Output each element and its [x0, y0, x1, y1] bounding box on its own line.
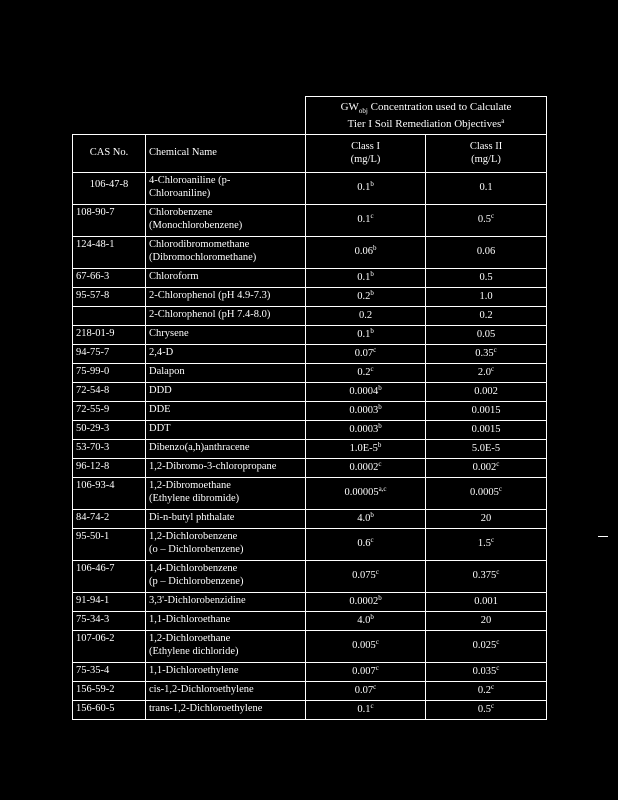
class1-value-cell: [306, 510, 426, 529]
table-row: [73, 663, 547, 682]
class2-value-cell: [426, 529, 547, 561]
class2-value-cell: [426, 421, 547, 440]
footnote-marker: c: [373, 682, 377, 691]
chemical-name-cell: [146, 612, 306, 631]
class1-value-cell: [306, 237, 426, 269]
class1-value-cell: [306, 364, 426, 383]
class2-value: 20: [480, 614, 492, 626]
class2-value: 0.05: [476, 328, 496, 340]
class1-value-cell: [306, 612, 426, 631]
header-blank: [73, 97, 306, 135]
footnote-marker: c: [370, 364, 374, 373]
cas-cell: 106-46-7: [73, 561, 146, 593]
gw-concentration-header: [306, 97, 547, 135]
footnote-marker: c: [375, 638, 379, 647]
class1-value: 0.07: [354, 347, 374, 359]
cas-cell: 75-99-0: [73, 364, 146, 383]
class2-value: 0.2: [479, 309, 493, 321]
footnote-marker: b: [377, 440, 382, 449]
class1-value-cell: [306, 173, 426, 205]
class1-header: [306, 135, 426, 173]
chemical-name-cell: [146, 459, 306, 478]
cas-no-header: CAS No.: [73, 135, 146, 173]
class1-value-cell: [306, 345, 426, 364]
chemical-name: Chloroform: [149, 271, 199, 283]
class2-value: 5.0E-5: [471, 442, 501, 454]
class2-value-cell: [426, 173, 547, 205]
table-row: [73, 529, 547, 561]
class2-value-cell: [426, 205, 547, 237]
chemical-name-cell: [146, 510, 306, 529]
footnote-marker: c: [370, 212, 374, 221]
class2-value-cell: [426, 307, 547, 326]
class2-value: 0.5: [477, 214, 492, 226]
class1-value: 0.075: [352, 570, 376, 582]
footnote-marker: b: [370, 326, 374, 335]
footnote-marker: b: [370, 180, 374, 189]
chemical-name: 1,2-Dibromoethane: [149, 480, 231, 492]
chemical-name-cell: [146, 307, 306, 326]
class1-value: 0.1: [357, 214, 371, 226]
chemical-name: Dibenzo(a,h)anthracene: [149, 442, 250, 454]
class1-value: 1.0E-5: [349, 442, 378, 454]
chemical-synonym: (p – Dichlorobenzene): [149, 575, 244, 587]
table-row: [73, 682, 547, 701]
class2-value: 0.375: [472, 570, 497, 582]
class2-value-cell: [426, 383, 547, 402]
class1-value-cell: [306, 459, 426, 478]
footnote-marker: c: [496, 663, 500, 672]
chemical-name: Dalapon: [149, 366, 185, 378]
chemical-name-cell: [146, 529, 306, 561]
class1-value-cell: [306, 402, 426, 421]
class1-value-cell: [306, 307, 426, 326]
class2-value: 0.0005: [470, 487, 499, 499]
chemical-synonym: (Monochlorobenzene): [149, 219, 243, 231]
class1-value: 0.0004: [349, 385, 379, 397]
class2-value-cell: [426, 593, 547, 612]
class2-value-cell: [426, 288, 547, 307]
chemical-name-cell: [146, 682, 306, 701]
class1-value-cell: [306, 288, 426, 307]
cas-cell: 72-55-9: [73, 402, 146, 421]
class1-value: 0.1: [357, 271, 371, 283]
class1-value: 0.0002: [349, 595, 379, 607]
cas-cell: 75-34-3: [73, 612, 146, 631]
class1-value-cell: [306, 663, 426, 682]
class2-value-cell: [426, 682, 547, 701]
table-row: [73, 561, 547, 593]
table-row: [73, 631, 547, 663]
table-row: [73, 237, 547, 269]
chemical-name: cis-1,2-Dichloroethylene: [149, 684, 254, 696]
chemical-synonym: (Dibromochloromethane): [149, 251, 257, 263]
footnote-marker: b: [370, 269, 374, 278]
class2-value: 0.35: [475, 347, 494, 359]
class2-value: 0.0015: [471, 404, 501, 416]
class2-value: 0.035: [472, 665, 497, 677]
class1-value-cell: [306, 631, 426, 663]
chemical-name-cell: [146, 383, 306, 402]
chemical-name: Di-n-butyl phthalate: [149, 512, 235, 524]
table-row: [73, 269, 547, 288]
footnote-marker: c: [491, 682, 495, 691]
chemical-name-cell: [146, 663, 306, 682]
class1-value-cell: [306, 682, 426, 701]
footnote-marker: c: [370, 701, 374, 710]
cas-cell: 95-50-1: [73, 529, 146, 561]
footnote-marker: b: [378, 402, 382, 411]
chemical-name-cell: [146, 402, 306, 421]
table-row: [73, 205, 547, 237]
table-row: [73, 345, 547, 364]
chemical-name: Chlorodibromomethane: [149, 239, 250, 251]
class1-value: 0.0003: [349, 404, 379, 416]
class2-value: 0.06: [476, 246, 496, 258]
table-row: [73, 307, 547, 326]
class1-value-cell: [306, 529, 426, 561]
class1-value: 0.0002: [349, 461, 379, 473]
chemical-name-cell: [146, 269, 306, 288]
class1-value-cell: [306, 440, 426, 459]
class1-value: 0.06: [354, 246, 373, 258]
cas-cell: 106-93-4: [73, 478, 146, 510]
class2-value-cell: [426, 345, 547, 364]
chemical-name: 3,3'-Dichlorobenzidine: [149, 595, 246, 607]
class1-value-cell: [306, 421, 426, 440]
table-row: [73, 612, 547, 631]
cas-cell: 106-47-8: [73, 173, 146, 205]
class2-value: 2.0: [477, 366, 492, 378]
cas-cell: 107-06-2: [73, 631, 146, 663]
chemical-name: DDE: [149, 404, 171, 416]
class2-value-cell: [426, 612, 547, 631]
footnote-marker: c: [496, 638, 500, 647]
table-row: [73, 478, 547, 510]
chemical-name: 1,2-Dichlorobenzene: [149, 531, 238, 543]
chemical-name-cell: [146, 288, 306, 307]
class2-value: 0.002: [474, 385, 498, 397]
chemical-synonym: (Ethylene dibromide): [149, 492, 240, 504]
cas-cell: 75-35-4: [73, 663, 146, 682]
cas-cell: 218-01-9: [73, 326, 146, 345]
class2-value: 0.5: [477, 703, 492, 715]
footnote-marker: b: [378, 383, 382, 392]
class2-value-cell: [426, 510, 547, 529]
cas-cell: 67-66-3: [73, 269, 146, 288]
footnote-marker: b: [370, 510, 374, 519]
footnote-marker: c: [496, 568, 500, 577]
class2-value: 0.1: [479, 182, 493, 194]
cas-cell: 95-57-8: [73, 288, 146, 307]
gw-footnote: a: [501, 116, 505, 125]
gw-label: GW: [340, 101, 359, 113]
table-row: [73, 364, 547, 383]
class1-value: 0.1: [357, 703, 371, 715]
class1-value-cell: [306, 383, 426, 402]
footnote-marker: a,c: [378, 485, 387, 494]
class1-label: Class I: [351, 141, 380, 153]
table-row: [73, 510, 547, 529]
class2-value-cell: [426, 269, 547, 288]
footnote-marker: c: [370, 536, 374, 545]
footnote-marker: c: [491, 536, 495, 545]
table-row: [73, 440, 547, 459]
chemical-name: 1,4-Dichlorobenzene: [149, 563, 238, 575]
class1-value: 0.00005: [344, 487, 379, 499]
chemical-name-cell: [146, 593, 306, 612]
class2-value-cell: [426, 237, 547, 269]
class2-value-cell: [426, 663, 547, 682]
chemical-name-cell: [146, 631, 306, 663]
class1-value-cell: [306, 478, 426, 510]
cas-cell: 84-74-2: [73, 510, 146, 529]
footnote-marker: c: [496, 459, 500, 468]
cas-cell: 72-54-8: [73, 383, 146, 402]
chemical-name-cell: [146, 205, 306, 237]
class2-value: 0.5: [479, 271, 493, 283]
class1-value-cell: [306, 326, 426, 345]
class1-value: 0.2: [357, 366, 371, 378]
chemical-name-cell: [146, 561, 306, 593]
footnote-marker: c: [375, 663, 379, 672]
chemical-name: DDD: [149, 385, 172, 397]
class1-value: 0.1: [357, 328, 371, 340]
chemical-name-cell: [146, 326, 306, 345]
class2-value-cell: [426, 631, 547, 663]
chemical-name: DDT: [149, 423, 171, 435]
class2-value: 0.2: [477, 684, 492, 696]
class2-value-cell: [426, 561, 547, 593]
chemical-name: 2,4-D: [149, 347, 174, 359]
chemical-synonym: (Ethylene dichloride): [149, 645, 239, 657]
chemical-name: 2-Chlorophenol (pH 4.9-7.3): [149, 290, 271, 302]
class1-value: 0.005: [352, 640, 376, 652]
chemical-name-cell: [146, 421, 306, 440]
gw-line1: Concentration used to Calculate: [367, 101, 512, 113]
class1-value-cell: [306, 593, 426, 612]
footnote-marker: b: [372, 244, 377, 253]
chemical-name: 1,1-Dichloroethane: [149, 614, 231, 626]
footnote-marker: c: [375, 568, 379, 577]
cas-cell: 96-12-8: [73, 459, 146, 478]
footnote-marker: b: [378, 593, 382, 602]
footnote-marker: b: [370, 612, 374, 621]
class1-value: 4.0: [357, 512, 371, 524]
cas-cell: 156-59-2: [73, 682, 146, 701]
class1-value: 0.2: [357, 290, 371, 302]
class1-value-cell: [306, 561, 426, 593]
cas-cell: 91-94-1: [73, 593, 146, 612]
chemical-name: 2-Chlorophenol (pH 7.4-8.0): [149, 309, 271, 321]
chemical-name-cell: [146, 701, 306, 720]
chemical-name-cell: [146, 440, 306, 459]
footnote-marker: c: [491, 212, 495, 221]
class2-value-cell: [426, 364, 547, 383]
chemical-name: Chrysene: [149, 328, 189, 340]
class1-unit: (mg/L): [350, 153, 381, 165]
class1-value: 0.07: [354, 684, 374, 696]
table-row: [73, 701, 547, 720]
class2-value-cell: [426, 701, 547, 720]
class2-header: [426, 135, 547, 173]
table-row: [73, 173, 547, 205]
class2-value-cell: [426, 478, 547, 510]
class1-value-cell: [306, 701, 426, 720]
class1-value: 0.007: [352, 665, 376, 677]
class2-value: 1.0: [479, 290, 493, 302]
class1-value: 0.2: [358, 309, 373, 321]
table-row: [73, 326, 547, 345]
class1-value: 4.0: [357, 614, 371, 626]
class2-value: 1.5: [477, 538, 492, 550]
cas-cell: 124-48-1: [73, 237, 146, 269]
table-row: [73, 421, 547, 440]
class2-label: Class II: [469, 141, 503, 153]
cas-cell: 53-70-3: [73, 440, 146, 459]
chemical-name-cell: [146, 237, 306, 269]
table-row: [73, 383, 547, 402]
class2-value: 20: [480, 512, 492, 524]
chemical-synonym: (o – Dichlorobenzene): [149, 543, 244, 555]
chemical-name: 1,2-Dibromo-3-chloropropane: [149, 461, 277, 473]
class2-value-cell: [426, 440, 547, 459]
table-body: [73, 173, 547, 720]
class1-value: 0.1: [357, 182, 371, 194]
chemical-name: 1,1-Dichloroethylene: [149, 665, 239, 677]
gw-subscript: obj: [358, 107, 368, 116]
class1-value-cell: [306, 269, 426, 288]
footnote-marker: c: [491, 364, 495, 373]
class2-value-cell: [426, 326, 547, 345]
class2-value: 0.0015: [471, 423, 501, 435]
footnote-marker: c: [493, 345, 497, 354]
gw-line2: Tier I Soil Remediation Objectives: [347, 117, 502, 130]
chemical-name: 4-Chloroaniline (p-: [149, 175, 231, 187]
chemical-name: Chlorobenzene: [149, 207, 213, 219]
chemical-name-cell: [146, 173, 306, 205]
class1-value-cell: [306, 205, 426, 237]
chemical-name: 1,2-Dichloroethane: [149, 633, 231, 645]
class2-value-cell: [426, 402, 547, 421]
cas-cell: 156-60-5: [73, 701, 146, 720]
table-row: [73, 593, 547, 612]
chemical-synonym: Chloroaniline): [149, 187, 211, 199]
soil-remediation-table: [72, 96, 547, 720]
class2-value-cell: [426, 459, 547, 478]
class2-unit: (mg/L): [471, 153, 501, 165]
table-row: [73, 402, 547, 421]
cas-cell: 50-29-3: [73, 421, 146, 440]
class2-value: 0.025: [472, 640, 497, 652]
edge-mark: [598, 536, 608, 537]
footnote-marker: c: [373, 345, 377, 354]
footnote-marker: b: [378, 421, 382, 430]
footnote-marker: c: [498, 485, 502, 494]
footnote-marker: c: [378, 459, 382, 468]
footnote-marker: b: [370, 288, 374, 297]
chemical-name-cell: [146, 345, 306, 364]
chemical-name-cell: [146, 478, 306, 510]
footnote-marker: c: [491, 701, 495, 710]
chemical-name: trans-1,2-Dichloroethylene: [149, 703, 263, 715]
table-row: [73, 459, 547, 478]
chemical-name-header: Chemical Name: [146, 135, 306, 173]
class1-value: 0.0003: [349, 423, 379, 435]
class1-value: 0.6: [357, 538, 371, 550]
class2-value: 0.002: [472, 461, 497, 473]
table-row: [73, 288, 547, 307]
class2-value: 0.001: [474, 595, 498, 607]
cas-cell: [73, 307, 146, 326]
cas-cell: 108-90-7: [73, 205, 146, 237]
chemical-name-cell: [146, 364, 306, 383]
cas-cell: 94-75-7: [73, 345, 146, 364]
